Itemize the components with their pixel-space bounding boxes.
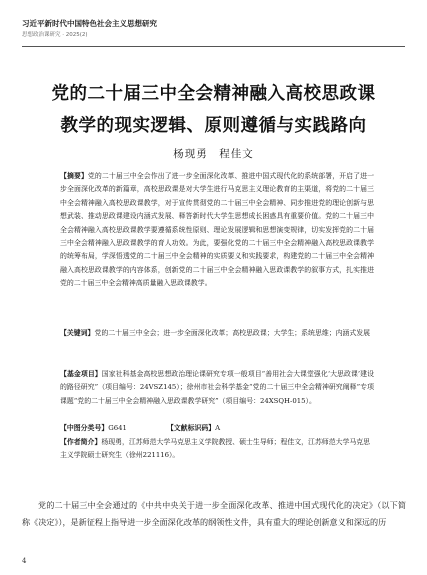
abstract-block xyxy=(60,170,374,291)
page-number: 4 xyxy=(22,557,27,565)
journal-header xyxy=(22,18,157,38)
clc-label: 【中图分类号】 xyxy=(60,424,109,432)
clc-value: G641 xyxy=(108,424,127,432)
author-info-text: 杨现勇，江苏师范大学马克思主义学院教授、硕士生导师；程佳文，江苏师范大学马克思主义学院硕士研究生（徐州221116）。 xyxy=(60,438,371,460)
abstract-label: 【摘要】 xyxy=(60,172,88,180)
author-info-block xyxy=(60,436,374,463)
body-paragraph: 党的二十届三中全会通过的《中共中央关于进一步全面深化改革、推进中国式现代化的决定》（以下简称《决定》），是新征程上指导进一步全面深化改革的纲领性文件，具有重大的理论创新意义和深远的历 xyxy=(22,500,406,527)
funding-text: 国家社科基金高校思想政治理论课研究专项一般项目“善用社会大课堂强化‘大思政课’建设的路径研究”（项目编号：24VSZ145）；徐州市社会科学基金“党的二十届三中全会精神研究阐释”专项课题“党的二十届三中全会精神融入思政课教学研究”（项目编号：24XSQH-015）。 xyxy=(60,370,375,405)
abstract-text: 党的二十届三中全会作出了进一步全面深化改革、推进中国式现代化的系统部署，开启了进一步全面深化改革的新篇章，高校思政课是对大学生进行马克思主义理论教育的主渠道，将党的二十届三中全会精神融入高校思政课教学，对于宣传贯彻党的二十届三中全会精神、同步推进党的理论创新与思想武装、推动思政课建设内涵式发展、释答新时代大学生思想成长困惑具有重要价值。党的二十届三中全会精神融入高校思政课教学要遵循系统性原则、理论发展逻辑和思想演变规律，切实发挥党的二十届三中全会精神融入思政课教学的育人功效。为此，要强化党的二十届三中全会精神融入高校思政课教学的统筹布局，学深悟透党的二十届三中全会精神的实质要义和实践要求，构建党的二十届三中全会精神融入高校思政课教学的内容体系，创新党的二十届三中全会精神融入思政课教学的叙事方式，扎实推进党的二十届三中全会精神高质量融入思政课教学。 xyxy=(60,172,374,288)
doc-code-label: 【文献标识码】 xyxy=(166,424,216,432)
keywords-text: 党的二十届三中全会；进一步全面深化改革；高校思政课；大学生；系统思维；内涵式发展 xyxy=(94,329,371,337)
doc-code-value: A xyxy=(215,424,221,432)
funding-block xyxy=(60,368,374,408)
header-divider xyxy=(22,46,405,47)
keywords-block xyxy=(60,327,374,340)
journal-name: 习近平新时代中国特色社会主义思想研究 xyxy=(22,19,157,28)
classification-row xyxy=(60,422,220,435)
keywords-label: 【关键词】 xyxy=(60,329,95,337)
funding-label: 【基金项目】 xyxy=(60,370,102,378)
article-title-line-2: 教学的现实逻辑、原则遵循与实践路向 xyxy=(60,116,367,136)
author-info-label: 【作者简介】 xyxy=(60,438,102,446)
article-title-line-1: 党的二十届三中全会精神融入高校思政课 xyxy=(51,84,376,104)
journal-subtitle: 思想政治课研究 · 2025(2) xyxy=(22,32,88,38)
article-authors: 杨现勇 程佳文 xyxy=(173,148,254,160)
